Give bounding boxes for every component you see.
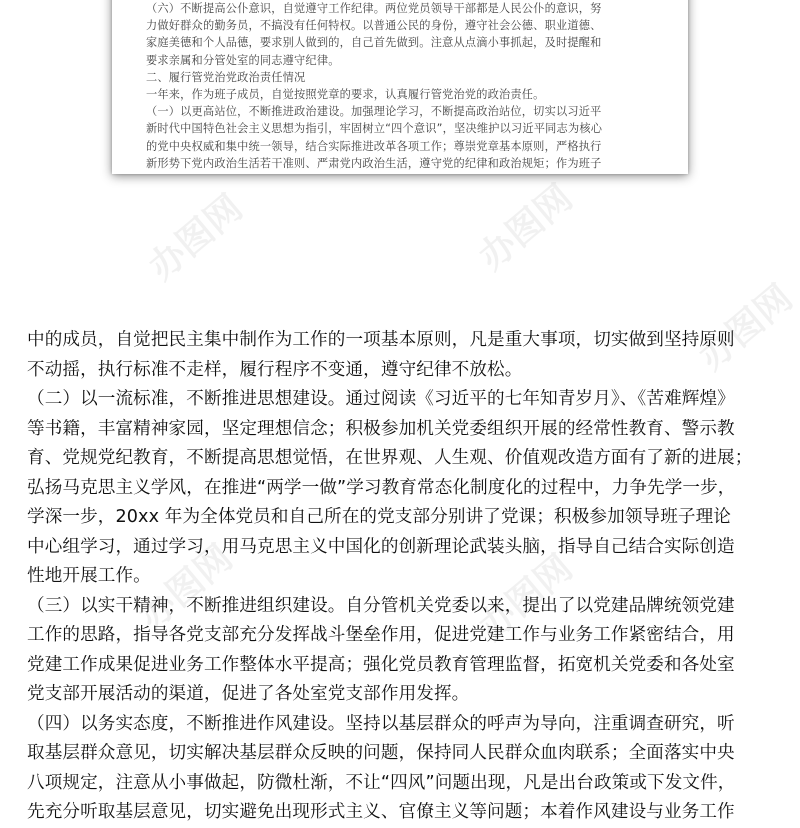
body-line: 八项规定，注意从小事做起，防微杜渐，不让“四风”问题出现，凡是出台政策或下发文件，: [27, 772, 736, 793]
watermark: 办图网: [471, 547, 581, 649]
body-line: 工作的思路，指导各党支部充分发挥战斗堡垒作用，促进党建工作与业务工作紧密结合，用: [27, 625, 735, 645]
preview-line: 新形势下党内政治生活若干准则、严肃党内政治生活，遵守党的纪律和政治规矩；作为班子: [146, 156, 602, 170]
body-line: 学深一步，20xx 年为全体党员和自己所在的党支部分别讲了党课；积极参加领导班子理论: [27, 507, 731, 527]
preview-line: 力做好群众的勤务员，不搞没有任何特权。以普通公民的身份，遵守社会公德、职业道德、: [146, 19, 602, 33]
preview-line: 的党中央权威和集中统一领导，结合实际推进改革各项工作；尊崇党章基本原则，严格执行: [146, 139, 602, 153]
preview-line: 新时代中国特色社会主义思想为指引，牢固树立“四个意识”，坚决维护以习近平同志为核心: [146, 122, 603, 136]
body-line: 先充分听取基层意见，切实避免出现形式主义、官僚主义等问题；本着作风建设与业务工作: [27, 802, 735, 822]
body-line: 取基层群众意见，切实解决基层群众反映的问题，保持同人民群众血肉联系；全面落实中央: [27, 743, 735, 763]
watermark: 办图网: [691, 277, 800, 379]
body-line: （三）以实干精神，不断推进组织建设。自分管机关党委以来，提出了以党建品牌统领党建: [27, 595, 735, 616]
preview-heading: 二、履行管党治党政治责任情况: [146, 70, 306, 84]
body-line: （四）以务实态度，不断推进作风建设。坚持以基层群众的呼声为导向，注重调查研究，听: [27, 713, 735, 734]
body-line: 育、党规党纪教育，不断提高思想觉悟，在世界观、人生观、价值观改造方面有了新的进展；: [27, 448, 753, 468]
body-line: 中的成员，自觉把民主集中制作为工作的一项基本原则，凡是重大事项，切实做到坚持原则: [27, 330, 735, 350]
body-line: 不动摇，执行标准不走样，履行程序不变通，遵守纪律不放松。: [27, 359, 523, 380]
body-line: 等书籍，丰富精神家园，坚定理想信念；积极参加机关党委组织开展的经常性教育、警示教: [27, 418, 735, 439]
preview-line: 家庭美德和个人品德，要求别人做到的，自己首先做到。注意从点滴小事抓起，及时提醒和: [146, 36, 602, 50]
body-line: 弘扬马克思主义学风，在推进“两学一做”学习教育常态化制度化的过程中，力争先学一步，: [27, 477, 736, 498]
document-preview-card: [112, 0, 688, 174]
watermark: 办图网: [141, 187, 251, 289]
body-line: 性地开展工作。: [27, 566, 151, 586]
body-line: 党建工作成果促进业务工作整体水平提高；强化党员教育管理监督，拓宽机关党委和各处室: [27, 654, 735, 675]
preview-line: 要求亲属和分管处室的同志遵守纪律。: [146, 53, 340, 67]
preview-line: （六）不断提高公仆意识，自觉遵守工作纪律。两位党员领导干部都是人民公仆的意识，努: [146, 2, 602, 15]
body-line: 中心组学习，通过学习，用马克思主义中国化的创新理论武装头脑，指导自己结合实际创造: [27, 536, 735, 557]
document-body: [27, 326, 779, 828]
watermark: 办图网: [131, 537, 241, 639]
watermark: 办图网: [471, 177, 581, 279]
preview-line: （一）以更高站位，不断推进政治建设。加强理论学习，不断提高政治站位，切实以习近平: [146, 105, 602, 119]
body-line: （二）以一流标准，不断推进思想建设。通过阅读《习近平的七年知青岁月》、《苦难辉煌》: [27, 389, 735, 409]
preview-line: 一年来，作为班子成员，自觉按照党章的要求，认真履行管党治党的政治责任。: [146, 88, 545, 102]
body-line: 党支部开展活动的渠道，促进了各处室党支部作用发挥。: [27, 684, 470, 704]
preview-text: [146, 0, 660, 172]
